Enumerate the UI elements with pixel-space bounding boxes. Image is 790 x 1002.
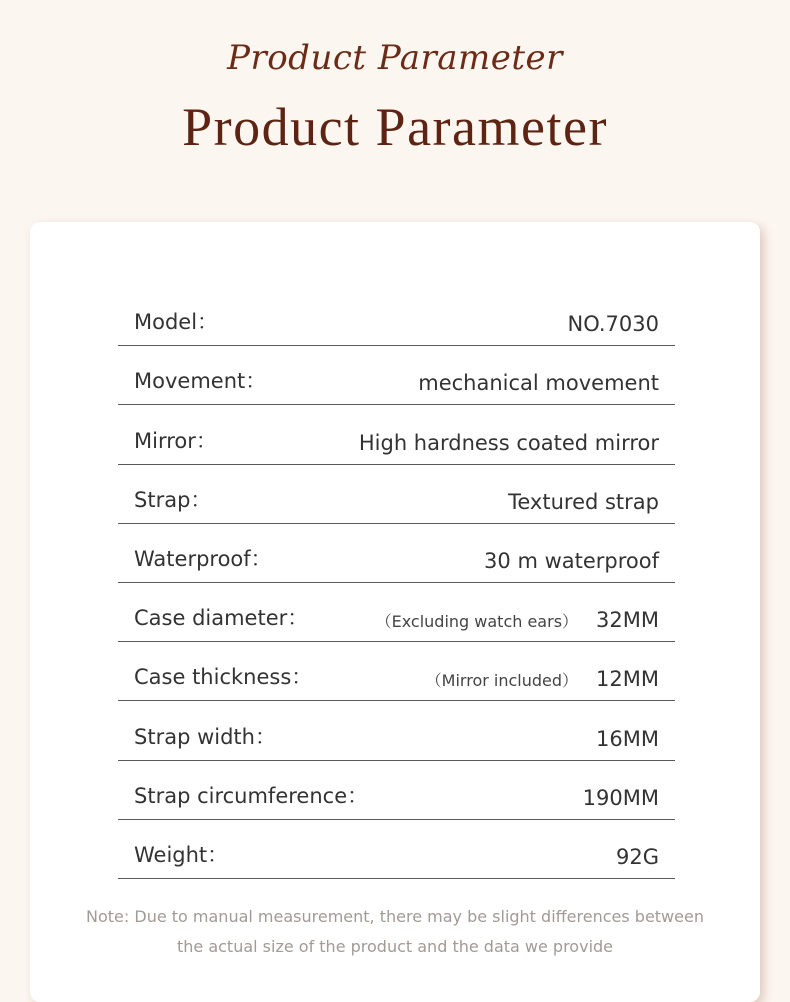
param-value-text: Textured strap: [508, 490, 659, 514]
param-row-weight: [118, 819, 675, 879]
param-value-text: mechanical movement: [418, 371, 659, 395]
param-label: Case thickness：: [134, 665, 313, 689]
param-value: [508, 490, 659, 514]
param-value: [376, 608, 659, 632]
param-value: [484, 549, 659, 573]
decorative-script-title: Product Parameter: [227, 38, 563, 78]
param-row-case-diameter: [118, 582, 675, 642]
page-title: Product Parameter: [182, 97, 608, 157]
measurement-note: [30, 902, 760, 962]
parameter-card: [30, 222, 760, 1002]
param-value: [583, 786, 659, 810]
param-value-text: High hardness coated mirror: [358, 431, 659, 455]
param-value-text: 190MM: [582, 786, 659, 810]
param-label: Waterproof：: [134, 547, 272, 571]
param-value-text: 30 m waterproof: [484, 549, 659, 573]
note-line-1: Note: Due to manual measurement, there may be slight differences between: [86, 907, 704, 926]
param-value-text: 12MM: [596, 667, 659, 691]
param-row-waterproof: [118, 523, 675, 583]
param-value: [616, 845, 659, 869]
param-label: Strap width：: [134, 725, 276, 749]
param-value: [426, 667, 659, 691]
param-label: Movement：: [134, 369, 267, 393]
param-value: [567, 312, 659, 336]
param-label: Model：: [134, 310, 219, 334]
param-label: Strap circumference：: [134, 784, 369, 808]
param-qualifier: （Excluding watch ears）: [375, 612, 579, 631]
param-label: Case diameter：: [134, 606, 309, 630]
param-label: Weight：: [134, 843, 229, 867]
param-value-text: NO.7030: [567, 312, 659, 336]
note-line-2: the actual size of the product and the data we provide: [176, 937, 614, 956]
param-value: [359, 431, 659, 455]
param-row-strap: [118, 464, 675, 524]
param-value-text: 16MM: [596, 727, 659, 751]
param-row-model: [118, 286, 675, 346]
param-label: Strap：: [134, 488, 212, 512]
param-value: [596, 727, 659, 751]
param-row-case-thickness: [118, 641, 675, 701]
param-value-text: 32MM: [596, 608, 659, 632]
param-row-strap-circumference: [118, 760, 675, 820]
param-value: [418, 371, 659, 395]
param-row-movement: [118, 345, 675, 405]
param-qualifier: （Mirror included）: [425, 671, 579, 690]
param-value-text: 92G: [616, 845, 659, 869]
param-row-strap-width: [118, 701, 675, 761]
param-row-mirror: [118, 405, 675, 465]
param-label: Mirror：: [134, 429, 217, 453]
